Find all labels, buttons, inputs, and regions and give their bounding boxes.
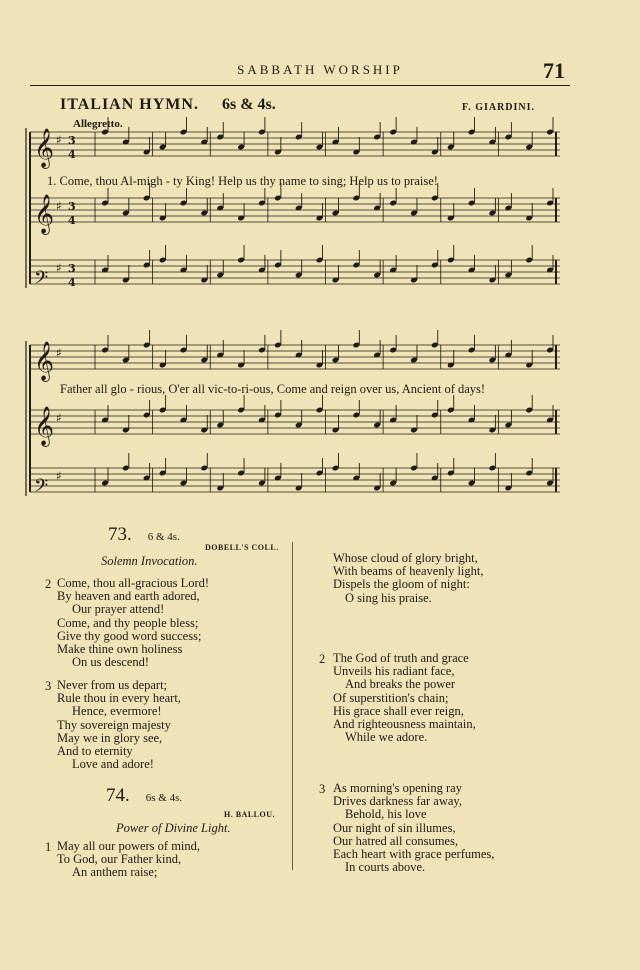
hymn-number: 74. xyxy=(106,785,130,806)
verse-line: The God of truth and grace xyxy=(333,651,469,665)
lyrics-line-2: Father all glo - rious, O'er all vic-to-ri-ous, Come and reign over us, Ancient of days! xyxy=(60,382,486,396)
stanza-74-3 xyxy=(333,782,494,874)
verse-line: Whose cloud of glory bright, xyxy=(333,551,478,565)
verse-line: Drives darkness far away, xyxy=(333,794,462,809)
verse-line: To God, our Father kind, xyxy=(57,852,182,867)
key-signature-sharp: ♯ xyxy=(56,199,62,213)
verse-line: Thy sovereign majesty xyxy=(57,717,171,732)
verse-line: And breaks the power xyxy=(345,677,456,692)
verse-line: Our hatred all consumes, xyxy=(333,833,458,848)
hymn-meter: 6 & 4s. xyxy=(147,531,180,543)
stanza-74-2 xyxy=(333,652,476,744)
verse-line: Make thine own holiness xyxy=(57,642,183,657)
verse-line: Unveils his radiant face, xyxy=(333,664,455,679)
stanza-74-1-part-a xyxy=(57,840,200,880)
time-signature: 4 xyxy=(68,148,76,161)
hymn-source: DOBELL'S COLL. xyxy=(205,543,279,552)
column-divider xyxy=(292,542,293,870)
verse-line: His grace shall ever reign, xyxy=(333,703,464,718)
verse-line: And righteousness maintain, xyxy=(333,717,476,732)
verse-line: Behold, his love xyxy=(345,807,427,822)
verse-line: Hence, evermore! xyxy=(72,704,162,719)
hymn-number: 73. xyxy=(108,524,132,545)
stanza-73-3 xyxy=(57,679,181,771)
verse-line: An anthem raise; xyxy=(72,865,158,880)
time-signature: 3 xyxy=(68,262,76,275)
page-number: 71 xyxy=(543,58,565,83)
treble-clef: 𝄞 xyxy=(34,194,55,234)
verse-line: Our prayer attend! xyxy=(72,602,165,617)
verse-line: And to eternity xyxy=(57,744,133,759)
bass-clef: 𝄢 xyxy=(34,268,49,293)
stanza-number: 3 xyxy=(45,679,52,693)
verse-line: O sing his praise. xyxy=(345,590,432,605)
verse-line: Of superstition's chain; xyxy=(333,690,449,705)
tempo-marking: Allegretto. xyxy=(73,118,123,130)
key-signature-sharp: ♯ xyxy=(56,261,62,275)
hymn-tune-meter: 6s & 4s. xyxy=(222,96,276,113)
verse-line: Give thy good word success; xyxy=(57,628,202,643)
time-signature: 4 xyxy=(68,214,76,227)
hymn-meter: 6s & 4s. xyxy=(145,792,183,804)
time-signature: 3 xyxy=(68,200,76,213)
verse-line: Dispels the gloom of night: xyxy=(333,577,470,592)
treble-clef: 𝄞 xyxy=(34,128,55,168)
verse-line: Rule thou in every heart, xyxy=(57,691,181,706)
stanza-number: 2 xyxy=(319,652,326,666)
stanza-74-1-part-b xyxy=(333,552,484,605)
composer: F. GIARDINI. xyxy=(462,102,536,113)
stanza-number: 2 xyxy=(45,577,52,591)
verse-line: May we in glory see, xyxy=(57,730,163,745)
hymn-subtitle: Power of Divine Light. xyxy=(116,821,231,835)
time-signature: 3 xyxy=(68,134,76,147)
verse-line: While we adore. xyxy=(345,730,428,745)
verse-line: Come, and thy people bless; xyxy=(57,615,199,630)
stanza-number: 1 xyxy=(45,840,52,854)
verse-line: Each heart with grace perfumes, xyxy=(333,847,495,862)
verse-line: By heaven and earth adored, xyxy=(57,589,200,604)
verse-line: As morning's opening ray xyxy=(333,781,462,795)
verse-line: On us descend! xyxy=(72,655,150,670)
hymn-source: H. BALLOU. xyxy=(224,810,276,819)
lyrics-line-1: 1. Come, thou Al-migh - ty King! Help us thy name to sing; Help us to praise! xyxy=(47,174,438,188)
stanza-number: 3 xyxy=(319,782,326,796)
hymn-tune-title: ITALIAN HYMN. xyxy=(60,96,199,113)
verse-line: With beams of heavenly light, xyxy=(333,564,484,579)
hymn-74-heading xyxy=(106,785,182,807)
verse-line: Our night of sin illumes, xyxy=(333,820,456,835)
treble-clef: 𝄞 xyxy=(34,341,55,381)
key-signature-sharp: ♯ xyxy=(56,411,62,425)
stanza-73-2 xyxy=(57,577,209,669)
verse-line: Never from us depart; xyxy=(57,678,168,692)
key-signature-sharp: ♯ xyxy=(56,469,62,483)
bass-clef: 𝄢 xyxy=(34,476,49,500)
verse-line: May all our powers of mind, xyxy=(57,839,201,853)
time-signature: 4 xyxy=(68,276,76,289)
key-signature-sharp: ♯ xyxy=(56,133,62,147)
hymn-73-heading xyxy=(108,524,180,546)
verse-line: In courts above. xyxy=(345,860,426,875)
treble-clef: 𝄞 xyxy=(34,406,55,446)
verse-line: Love and adore! xyxy=(72,757,154,772)
key-signature-sharp: ♯ xyxy=(56,346,62,360)
hymn-subtitle: Solemn Invocation. xyxy=(101,554,198,568)
verse-line: Come, thou all-gracious Lord! xyxy=(57,576,210,590)
running-head: SABBATH WORSHIP xyxy=(237,62,403,77)
